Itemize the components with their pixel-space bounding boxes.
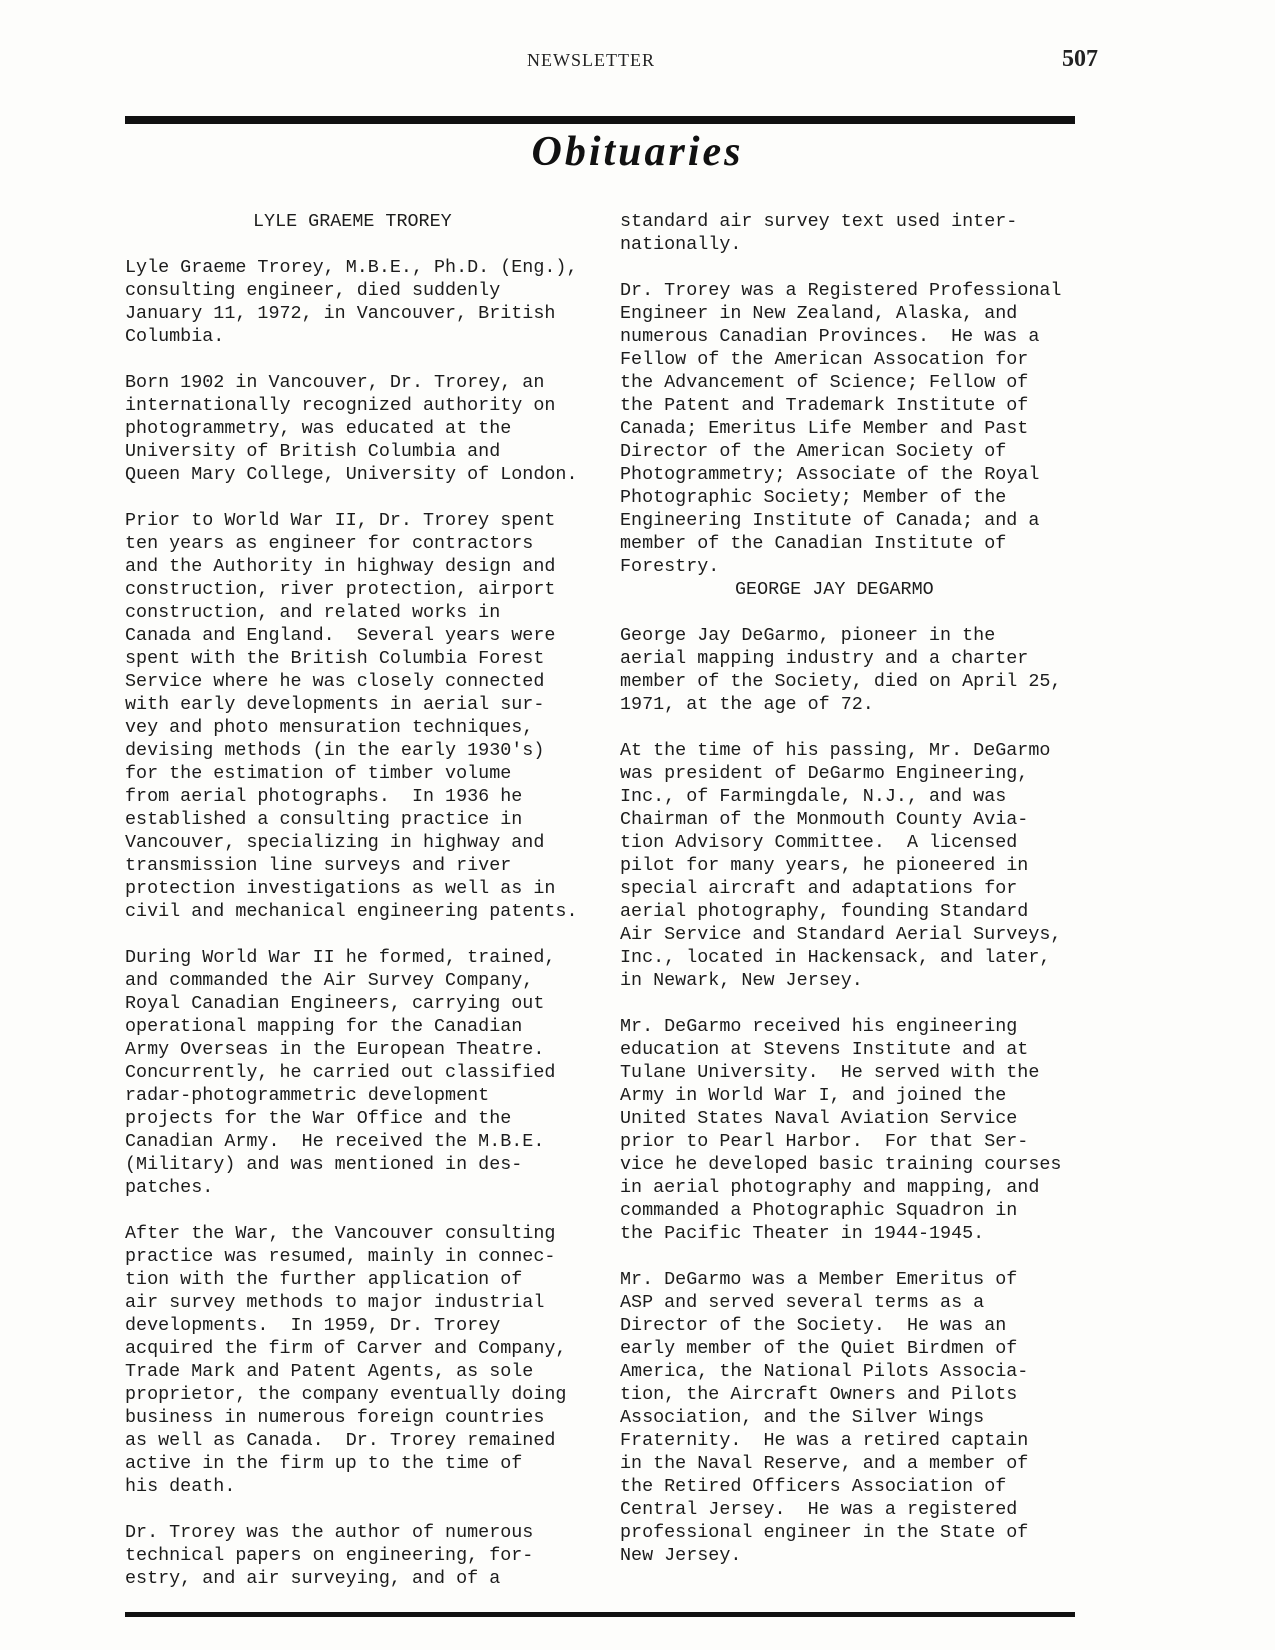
text-line: radar-photogrammetric development [125,1085,490,1106]
text-line: Canadian Army. He received the M.B.E. [125,1131,545,1152]
text-line: technical papers on engineering, for- [125,1545,534,1566]
text-line: Director of the Society. He was an [620,1315,1007,1336]
text-line: active in the firm up to the time of [125,1453,523,1474]
paragraph [620,1015,1090,1245]
paragraph [125,256,605,348]
paragraph [125,1521,605,1590]
text-line: Royal Canadian Engineers, carrying out [125,993,545,1014]
text-line: projects for the War Office and the [125,1108,512,1129]
text-line: numerous Canadian Provinces. He was a [620,326,1040,347]
section-title: Obituaries [531,129,744,175]
top-rule [125,116,1075,124]
text-line: At the time of his passing, Mr. DeGarmo [620,740,1051,761]
text-line: from aerial photographs. In 1936 he [125,786,523,807]
text-line: aerial mapping industry and a charter [620,648,1029,669]
text-line: member of the Society, died on April 25, [620,671,1062,692]
text-line: Prior to World War II, Dr. Trorey spent [125,510,556,531]
text-line: Fellow of the American Assocation for [620,349,1029,370]
text-line: Queen Mary College, University of London. [125,464,578,485]
trorey-body [125,256,605,1590]
text-line: aerial photography, founding Standard [620,901,1029,922]
text-line: developments. In 1959, Dr. Trorey [125,1315,501,1336]
text-line: Director of the American Society of [620,441,1007,462]
text-line: vey and photo mensuration techniques, [125,717,534,738]
text-line: pilot for many years, he pioneered in [620,855,1029,876]
text-line: photogrammetry, was educated at the [125,418,512,439]
text-line: professional engineer in the State of [620,1522,1029,1543]
text-line: protection investigations as well as in [125,878,556,899]
text-line: Canada and England. Several years were [125,625,556,646]
text-line: established a consulting practice in [125,809,523,830]
text-line: Concurrently, he carried out classified [125,1062,556,1083]
text-line: patches. [125,1177,214,1198]
text-line: spent with the British Columbia Forest [125,648,545,669]
text-line: the Retired Officers Association of [620,1476,1007,1497]
text-line: Canada; Emeritus Life Member and Past [620,418,1029,439]
bottom-rule [125,1612,1075,1617]
text-line: Air Service and Standard Aerial Surveys, [620,924,1062,945]
degarmo-body [620,624,1090,1567]
text-line: prior to Pearl Harbor. For that Ser- [620,1131,1029,1152]
text-line: George Jay DeGarmo, pioneer in the [620,625,996,646]
text-line: construction, and related works in [125,602,501,623]
paragraph [620,1268,1090,1567]
right-column [620,210,1090,1567]
text-line: with early developments in aerial sur- [125,694,545,715]
text-line: early member of the Quiet Birdmen of [620,1338,1018,1359]
text-line: proprietor, the company eventually doing [125,1384,567,1405]
text-line: vice he developed basic training courses [620,1154,1062,1175]
paragraph [125,946,605,1199]
text-line: special aircraft and adaptations for [620,878,1018,899]
text-line: Association, and the Silver Wings [620,1407,985,1428]
text-line: Trade Mark and Patent Agents, as sole [125,1361,534,1382]
text-line: consulting engineer, died suddenly [125,280,501,301]
text-line: as well as Canada. Dr. Trorey remained [125,1430,556,1451]
obituary-heading-trorey: LYLE GRAEME TROREY [253,211,452,232]
paragraph [620,624,1090,716]
journal-name: NEWSLETTER [527,50,655,70]
paragraph [620,739,1090,992]
paragraph [620,210,1090,256]
text-line: Inc., located in Hackensack, and later, [620,947,1051,968]
text-line: New Jersey. [620,1545,742,1566]
text-line: America, the National Pilots Associa- [620,1361,1029,1382]
text-line: 1971, at the age of 72. [620,694,874,715]
text-line: Army in World War I, and joined the [620,1085,1007,1106]
text-line: Photographic Society; Member of the [620,487,1007,508]
text-line: member of the Canadian Institute of [620,533,1007,554]
obituary-heading-degarmo: GEORGE JAY DEGARMO [735,579,934,600]
text-line: the Patent and Trademark Institute of [620,395,1029,416]
text-line: Army Overseas in the European Theatre. [125,1039,545,1060]
text-line: the Pacific Theater in 1944-1945. [620,1223,985,1244]
text-line: and commanded the Air Survey Company, [125,970,534,991]
text-line: for the estimation of timber volume [125,763,512,784]
paragraph [125,371,605,486]
text-line: internationally recognized authority on [125,395,556,416]
text-line: business in numerous foreign countries [125,1407,545,1428]
text-line: Mr. DeGarmo was a Member Emeritus of [620,1269,1018,1290]
text-line: ASP and served several terms as a [620,1292,985,1313]
text-line: ten years as engineer for contractors [125,533,534,554]
text-line: tion Advisory Committee. A licensed [620,832,1018,853]
text-line: Vancouver, specializing in highway and [125,832,545,853]
text-line: devising methods (in the early 1930's) [125,740,545,761]
text-line: Central Jersey. He was a registered [620,1499,1018,1520]
left-column [125,210,605,1590]
text-line: Dr. Trorey was the author of numerous [125,1522,534,1543]
running-head [0,46,1275,80]
text-line: in the Naval Reserve, and a member of [620,1453,1029,1474]
text-line: estry, and air surveying, and of a [125,1568,501,1589]
trorey-body-continued [620,210,1090,578]
text-line: Service where he was closely connected [125,671,545,692]
text-line: University of British Columbia and [125,441,501,462]
text-line: education at Stevens Institute and at [620,1039,1029,1060]
text-line: Fraternity. He was a retired captain [620,1430,1029,1451]
text-line: United States Naval Aviation Service [620,1108,1018,1129]
text-line: (Military) and was mentioned in des- [125,1154,523,1175]
text-line: and the Authority in highway design and [125,556,556,577]
text-line: in Newark, New Jersey. [620,970,863,991]
text-line: nationally. [620,234,742,255]
text-line: Forestry. [620,556,720,577]
text-line: tion, the Aircraft Owners and Pilots [620,1384,1018,1405]
paragraph [620,279,1090,578]
text-line: acquired the firm of Carver and Company, [125,1338,567,1359]
text-line: Lyle Graeme Trorey, M.B.E., Ph.D. (Eng.), [125,257,578,278]
text-line: was president of DeGarmo Engineering, [620,763,1029,784]
text-line: Chairman of the Monmouth County Avia- [620,809,1029,830]
text-line: standard air survey text used inter- [620,211,1018,232]
text-line: civil and mechanical engineering patents. [125,901,578,922]
text-line: Photogrammetry; Associate of the Royal [620,464,1040,485]
text-line: transmission line surveys and river [125,855,512,876]
paragraph [125,1222,605,1498]
text-line: January 11, 1972, in Vancouver, British [125,303,556,324]
text-line: Engineering Institute of Canada; and a [620,510,1040,531]
text-line: operational mapping for the Canadian [125,1016,523,1037]
text-line: Dr. Trorey was a Registered Professional [620,280,1062,301]
text-line: his death. [125,1476,236,1497]
text-line: in aerial photography and mapping, and [620,1177,1040,1198]
text-line: Columbia. [125,326,225,347]
paragraph [125,509,605,923]
text-line: the Advancement of Science; Fellow of [620,372,1029,393]
text-line: tion with the further application of [125,1269,523,1290]
text-line: Tulane University. He served with the [620,1062,1040,1083]
text-line: Inc., of Farmingdale, N.J., and was [620,786,1007,807]
text-line: construction, river protection, airport [125,579,556,600]
text-line: commanded a Photographic Squadron in [620,1200,1018,1221]
text-line: After the War, the Vancouver consulting [125,1223,556,1244]
text-line: During World War II he formed, trained, [125,947,556,968]
text-line: Engineer in New Zealand, Alaska, and [620,303,1018,324]
text-line: Born 1902 in Vancouver, Dr. Trorey, an [125,372,545,393]
text-line: air survey methods to major industrial [125,1292,545,1313]
text-line: Mr. DeGarmo received his engineering [620,1016,1018,1037]
text-line: practice was resumed, mainly in connec- [125,1246,556,1267]
page-number: 507 [1062,46,1098,72]
